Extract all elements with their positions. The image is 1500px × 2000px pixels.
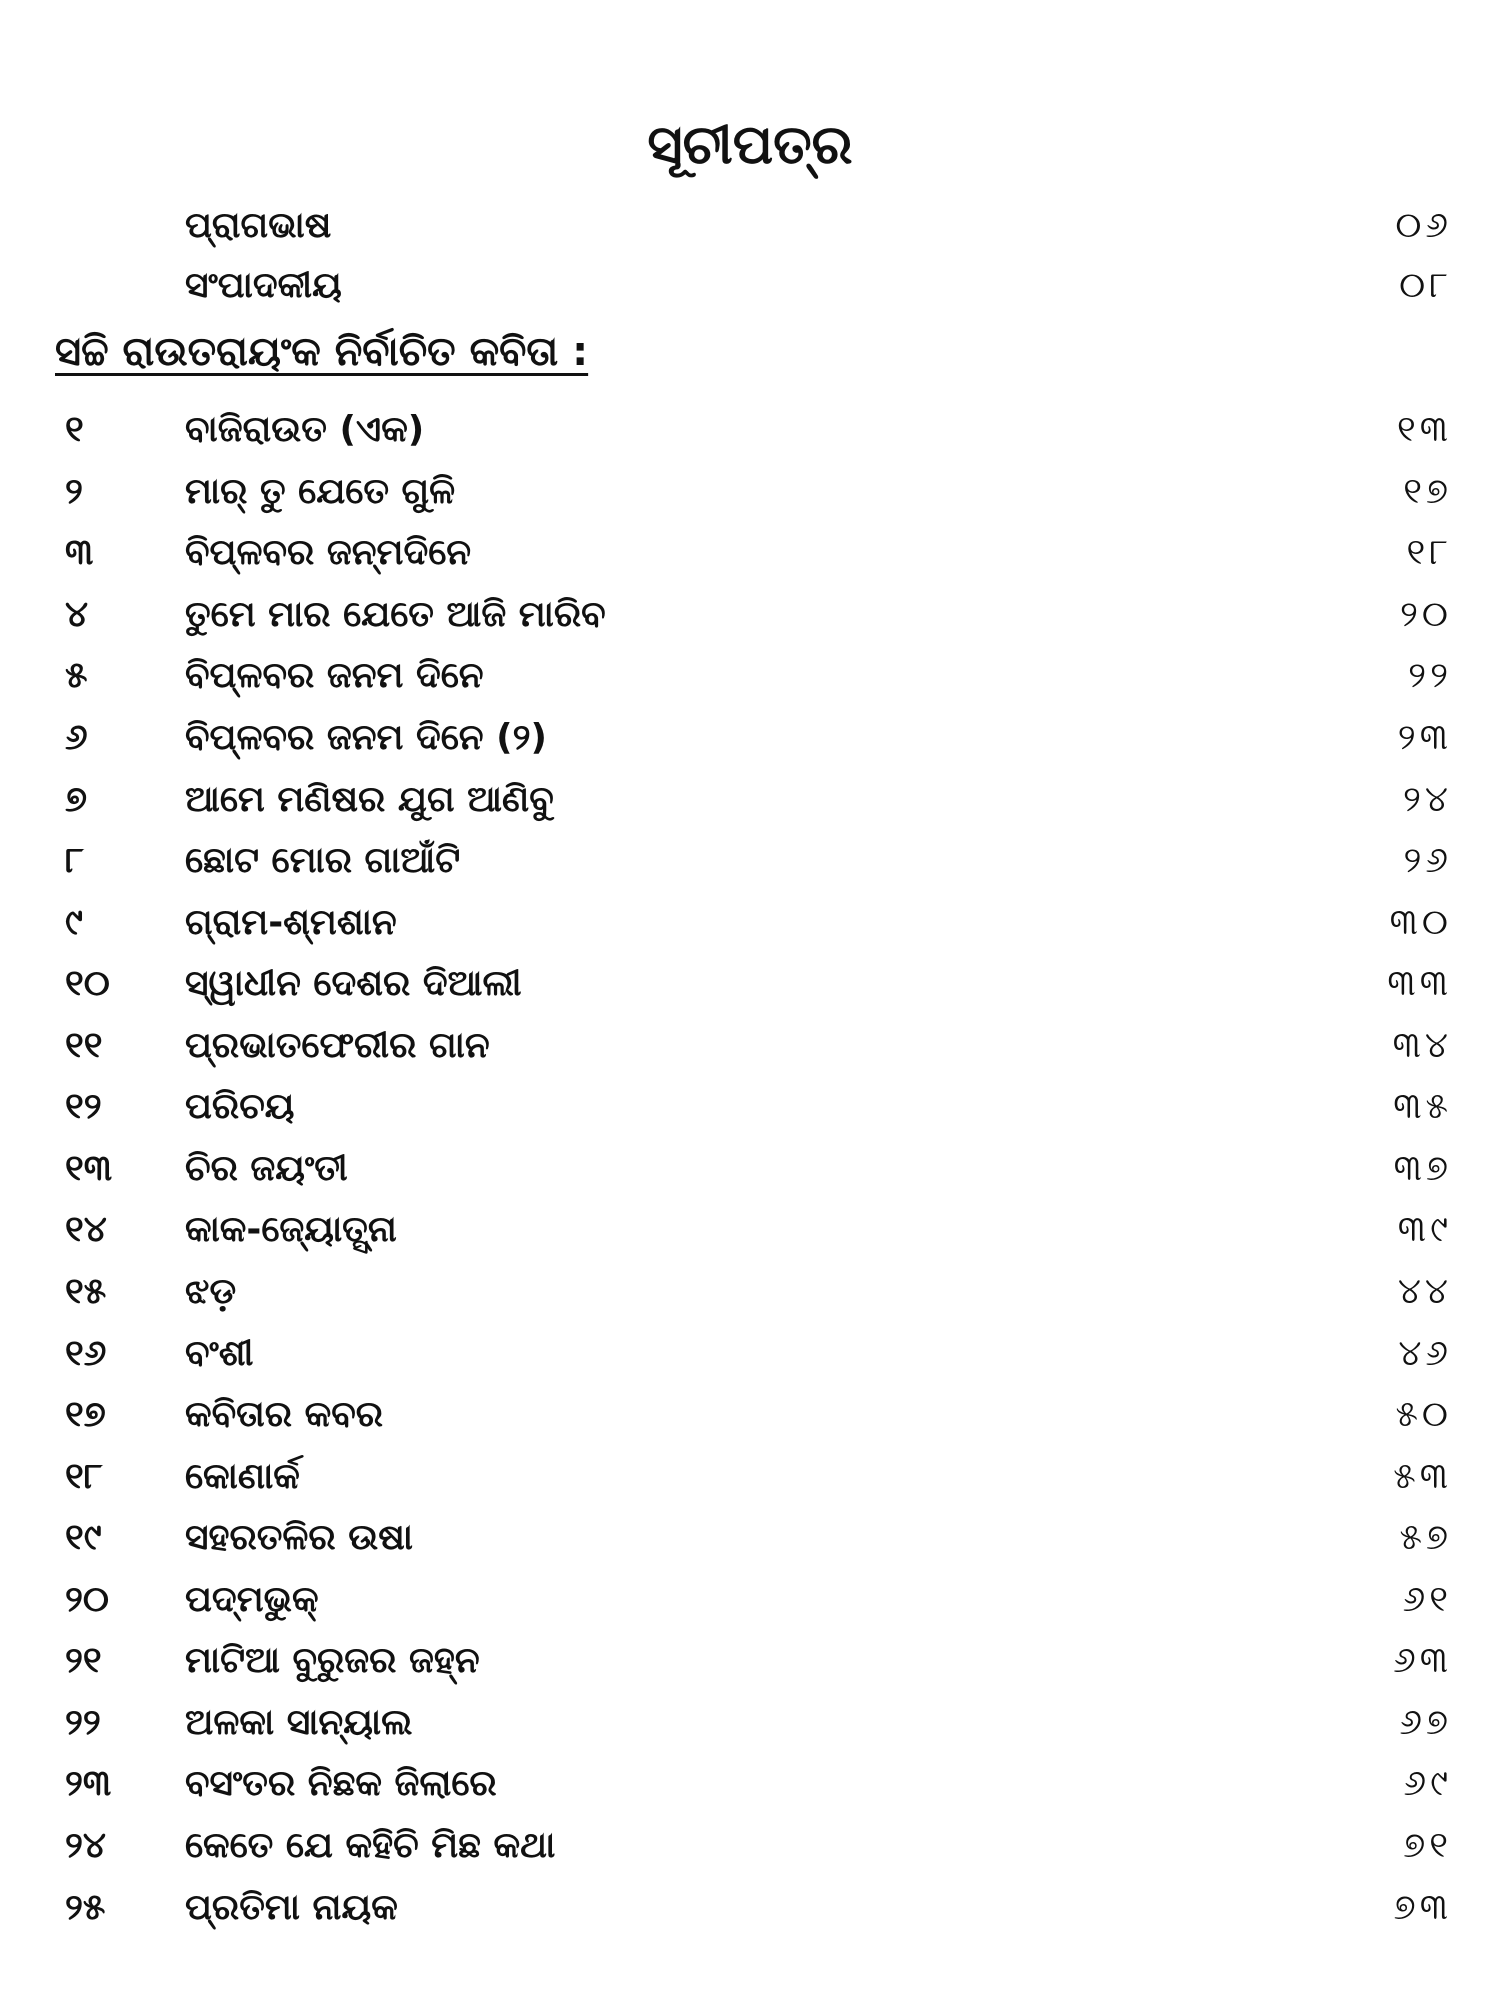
- entry-number: ୨୩: [65, 1763, 112, 1804]
- entry-number: ୧୧: [65, 1025, 103, 1066]
- entry-title: ଗ୍ରାମ-ଶ୍ମଶାନ: [185, 902, 397, 943]
- entry-title: ପରିଚୟ: [185, 1086, 295, 1127]
- entry-title: ପଦ୍ମଭୁକ୍: [185, 1579, 319, 1620]
- entry-title: କେତେ ଯେ କହିଚି ମିଛ କଥା: [185, 1825, 556, 1866]
- entry-number: ୩: [65, 532, 94, 573]
- entry-page: ୫୦: [1395, 1394, 1452, 1435]
- entry-title: ପ୍ରତିମା ନାୟକ: [185, 1887, 398, 1928]
- entry-page: ୩୪: [1392, 1025, 1452, 1066]
- toc-row: [0, 1200, 1500, 1260]
- toc-row: [0, 1385, 1500, 1445]
- toc-row: [0, 831, 1500, 891]
- entry-page: ୦୮: [1399, 265, 1452, 306]
- toc-row: [0, 954, 1500, 1014]
- front-matter-row: [0, 256, 1500, 316]
- toc-row: [0, 1262, 1500, 1322]
- entry-title: ବିପ୍ଳବର ଜନମ ଦିନେ (୨): [185, 717, 547, 758]
- entry-title: କୋଣାର୍କ: [185, 1456, 300, 1497]
- toc-row: [0, 770, 1500, 830]
- entry-page: ୪୬: [1398, 1333, 1452, 1374]
- entry-number: ୨୪: [65, 1825, 107, 1866]
- toc-row: [0, 1631, 1500, 1691]
- entry-page: ୨୨: [1408, 655, 1452, 696]
- entry-title: ପ୍ରାଗଭାଷ: [185, 205, 332, 246]
- entry-number: ୮: [65, 840, 84, 881]
- entry-page: ୩୩: [1387, 963, 1452, 1004]
- entry-number: ୨: [65, 471, 83, 512]
- section-heading: ସଚ୍ଚି ରାଉତରାୟଂକ ନିର୍ବାଚିତ କବିତା :: [55, 329, 589, 375]
- entry-page: ୫୭: [1399, 1517, 1452, 1558]
- toc-row: [0, 1816, 1500, 1876]
- entry-number: ୨୨: [65, 1702, 101, 1743]
- entry-number: ୧୬: [65, 1333, 107, 1374]
- entry-page: ୪୪: [1397, 1271, 1452, 1312]
- entry-number: ୧: [65, 409, 84, 450]
- entry-number: ୫: [65, 655, 88, 696]
- entry-page: ୬୭: [1399, 1702, 1452, 1743]
- entry-title: ବିପ୍ଳବର ଜନ୍ମଦିନେ: [185, 532, 472, 573]
- toc-row: [0, 1878, 1500, 1938]
- toc-row: [0, 585, 1500, 645]
- entry-title: ମାଟିଆ ବୁରୁଜର ଜହ୍ନ: [185, 1640, 480, 1681]
- entry-title: ମାର୍ ତୁ ଯେତେ ଗୁଳି: [185, 471, 456, 512]
- toc-row: [0, 1508, 1500, 1568]
- entry-title: କବିତାର କବର: [185, 1394, 384, 1435]
- toc-row: [0, 1016, 1500, 1076]
- entry-title: ତୁମେ ମାର ଯେତେ ଆଜି ମାରିବ: [185, 594, 606, 635]
- toc-row: [0, 400, 1500, 460]
- entry-number: ୧୭: [65, 1394, 106, 1435]
- entry-number: ୧୩: [65, 1148, 113, 1189]
- toc-row: [0, 893, 1500, 953]
- entry-title: ଅଳକା ସାନ୍ୟାଲ: [185, 1702, 413, 1743]
- entry-number: ୨୧: [65, 1640, 102, 1681]
- entry-page: ୧୮: [1406, 532, 1452, 573]
- entry-page: ୩୫: [1393, 1086, 1452, 1127]
- entry-page: ୨୩: [1397, 717, 1452, 758]
- front-matter-row: [0, 196, 1500, 256]
- entry-number: ୨୫: [65, 1887, 106, 1928]
- entry-number: ୧୨: [65, 1086, 102, 1127]
- entry-title: କାକ-ଜ୍ୟୋତ୍ସ୍ନା: [185, 1209, 397, 1250]
- entry-number: ୯: [65, 902, 83, 943]
- entry-title: ବିପ୍ଳବର ଜନମ ଦିନେ: [185, 655, 484, 696]
- entry-page: ୭୩: [1393, 1887, 1452, 1928]
- entry-title: ପ୍ରଭାତଫେରୀର ଗାନ: [185, 1025, 490, 1066]
- entry-page: ୩୭: [1393, 1148, 1452, 1189]
- page-title: ସୂଚୀପତ୍ର: [647, 113, 853, 176]
- entry-page: ୭୧: [1403, 1825, 1452, 1866]
- entry-page: ୬୧: [1402, 1579, 1452, 1620]
- entry-number: ୧୪: [65, 1209, 107, 1250]
- entry-number: ୪: [65, 594, 89, 635]
- entry-title: ଚିର ଜୟଂତୀ: [185, 1148, 348, 1189]
- entry-page: ୬୩: [1393, 1640, 1452, 1681]
- entry-number: ୧୮: [65, 1456, 103, 1497]
- toc-row: [0, 523, 1500, 583]
- entry-number: ୧୦: [65, 963, 110, 1004]
- entry-title: ସଂପାଦକୀୟ: [185, 265, 342, 306]
- entry-page: ୨୬: [1403, 840, 1452, 881]
- toc-row: [0, 1077, 1500, 1137]
- entry-page: ୫୩: [1393, 1456, 1452, 1497]
- entry-title: ବଂଶୀ: [185, 1333, 254, 1374]
- entry-number: ୧୫: [65, 1271, 107, 1312]
- entry-title: ଛୋଟ ମୋର ଗାଆଁଟି: [185, 840, 461, 881]
- entry-number: ୬: [65, 717, 88, 758]
- entry-title: ଝଡ଼: [185, 1271, 237, 1312]
- toc-row: [0, 1693, 1500, 1753]
- entry-title: ଆମେ ମଣିଷର ଯୁଗ ଆଣିବୁ: [185, 779, 554, 820]
- toc-row: [0, 1447, 1500, 1507]
- entry-title: ବାଜିରାଉତ (ଏକ): [185, 409, 425, 450]
- entry-page: ୨୦: [1400, 594, 1452, 635]
- entry-page: ୬୯: [1403, 1763, 1452, 1804]
- toc-row: [0, 708, 1500, 768]
- toc-row: [0, 1139, 1500, 1199]
- entry-title: ବସଂତର ନିଛକ ଜିଲାରେ: [185, 1763, 497, 1804]
- entry-page: ୩୦: [1389, 902, 1452, 943]
- toc-row: [0, 646, 1500, 706]
- entry-number: ୭: [65, 779, 88, 820]
- entry-number: ୧୯: [65, 1517, 102, 1558]
- toc-row: [0, 1570, 1500, 1630]
- entry-title: ସହରତଳିର ଉଷା: [185, 1517, 413, 1558]
- toc-row: [0, 1324, 1500, 1384]
- entry-page: ୩୯: [1397, 1209, 1452, 1250]
- entry-page: ୦୬: [1395, 205, 1452, 246]
- toc-row: [0, 1754, 1500, 1814]
- entry-page: ୧୭: [1403, 471, 1452, 512]
- toc-row: [0, 462, 1500, 522]
- entry-page: ୨୪: [1402, 779, 1452, 820]
- entry-page: ୧୩: [1396, 409, 1452, 450]
- entry-number: ୨୦: [65, 1579, 109, 1620]
- entry-title: ସ୍ୱାଧୀନ ଦେଶର ଦିଆଲୀ: [185, 963, 522, 1004]
